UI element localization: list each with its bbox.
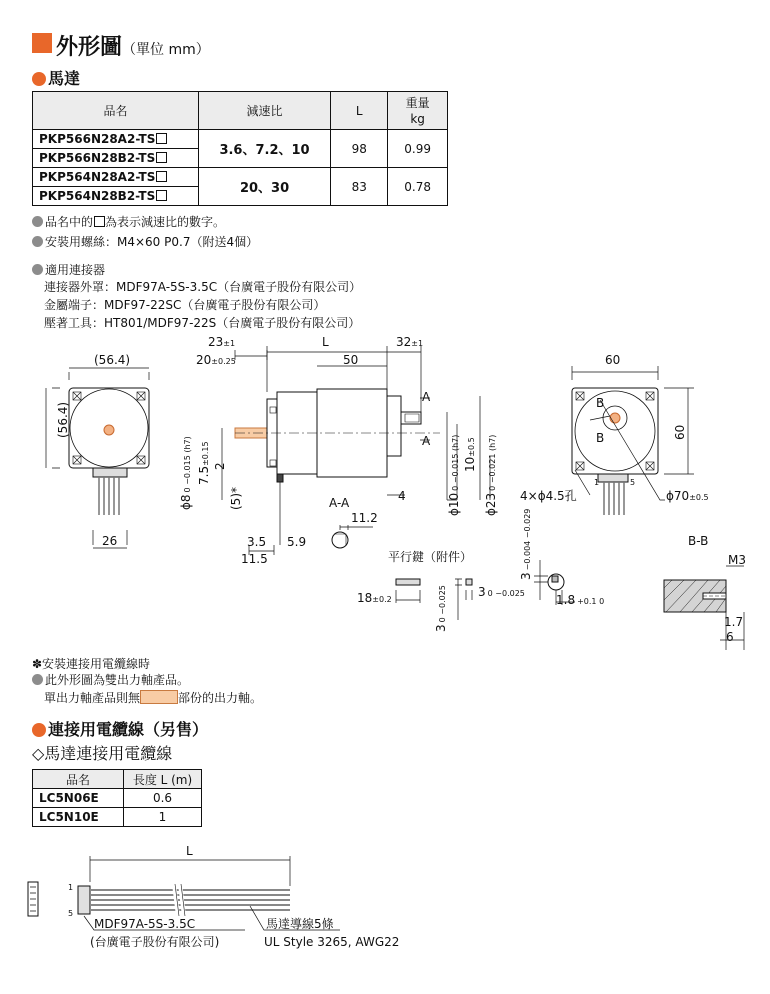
cable-pin-5: 5 bbox=[68, 909, 74, 918]
dim-2: 2 bbox=[213, 462, 227, 470]
note-screws: 安裝用螺絲：M4×60 P0.7（附送4個） bbox=[32, 233, 258, 250]
side-pin-1: 1 bbox=[594, 478, 600, 487]
section-b-b-label: B-B bbox=[688, 534, 709, 548]
cable-length-cell: 0.6 bbox=[124, 789, 202, 808]
table-row bbox=[33, 130, 448, 149]
note-model-box: 品名中的 為表示減速比的數字。 bbox=[32, 213, 225, 230]
gray-bullet-icon bbox=[32, 674, 43, 685]
page-title: 外形圖（單位 mm） bbox=[56, 35, 210, 60]
dim-key-3-a: 30 −0.025 bbox=[434, 585, 448, 632]
title-unit: （單位 mm） bbox=[122, 42, 210, 58]
motor-outline-drawing bbox=[0, 330, 770, 650]
L-cell: 83 bbox=[331, 168, 388, 206]
dim-1-7: 1.7 bbox=[724, 615, 744, 629]
gray-bullet-icon bbox=[32, 216, 43, 227]
front-view bbox=[46, 368, 149, 548]
cable-connector-maker: (台廣電子股份有限公司) bbox=[90, 935, 220, 949]
dim-50: 50 bbox=[343, 353, 359, 367]
th-L: L bbox=[331, 92, 388, 130]
cable-length-label: L bbox=[186, 844, 193, 858]
placeholder-box-icon bbox=[156, 133, 167, 144]
dim-L: L bbox=[322, 335, 329, 349]
placeholder-box-icon bbox=[94, 216, 105, 227]
dim-key-18: 18±0.2 bbox=[357, 591, 392, 605]
dim-front-bottom: 26 bbox=[102, 534, 118, 548]
placeholder-box-icon bbox=[156, 190, 167, 201]
weight-cell: 0.78 bbox=[388, 168, 448, 206]
dim-key-3-b: 3 0 −0.025 bbox=[478, 585, 525, 599]
dim-key-1-8: 1.8 +0.1 0 bbox=[556, 593, 605, 607]
th-product-name: 品名 bbox=[33, 92, 199, 130]
orange-bullet-icon bbox=[32, 72, 46, 86]
cable-drawing bbox=[0, 838, 420, 978]
section-mark-b-top: B bbox=[596, 396, 605, 410]
footnote-single-shaft: 單出力軸產品則無 部份的出力軸。 bbox=[44, 691, 263, 705]
section-a-a bbox=[332, 525, 373, 548]
dim-mounting-holes: 4×ϕ4.5孔 bbox=[520, 489, 577, 503]
dim-5-9: 5.9 bbox=[287, 535, 307, 549]
dim-10: 10±0.5 bbox=[463, 437, 477, 472]
table-row bbox=[33, 808, 202, 827]
section-mark-a-top: A bbox=[422, 390, 431, 404]
section-mark-a-bottom: A bbox=[422, 434, 431, 448]
dim-front-width: (56.4) bbox=[94, 353, 131, 367]
th-ratio: 減速比 bbox=[198, 92, 330, 130]
table-row bbox=[33, 168, 448, 187]
dim-phi8: ϕ80 −0.015 (h7) bbox=[179, 436, 193, 510]
cable-model-cell: LC5N10E bbox=[33, 808, 124, 827]
note-connector: 適用連接器 bbox=[32, 261, 105, 278]
dim-11-5: 11.5 bbox=[241, 552, 268, 566]
note-terminal: 金屬端子：MDF97-22SC（台廣電子股份有限公司） bbox=[44, 298, 326, 312]
placeholder-box-icon bbox=[156, 171, 167, 182]
dim-4: 4 bbox=[398, 489, 406, 503]
dim-32: 32±1 bbox=[396, 335, 424, 349]
gray-bullet-icon bbox=[32, 264, 43, 275]
dim-20: 20±0.25 bbox=[196, 353, 236, 367]
cable-wire-spec: UL Style 3265, AWG22 bbox=[264, 935, 400, 949]
cable-subheading: ◇馬達連接用電纜線 bbox=[32, 744, 173, 763]
cable-length-cell: 1 bbox=[124, 808, 202, 827]
motor-spec-table bbox=[32, 91, 448, 206]
weight-cell: 0.99 bbox=[388, 130, 448, 168]
cable-model-cell: LC5N06E bbox=[33, 789, 124, 808]
dim-23: 23±1 bbox=[208, 335, 236, 349]
model-cell: PKP564N28A2-TS bbox=[33, 168, 199, 187]
dim-5-star: (5)* bbox=[229, 487, 243, 510]
cable-section-heading: 連接用電纜線（另售） bbox=[32, 717, 208, 740]
cable-table bbox=[32, 769, 202, 827]
dim-11-2: 11.2 bbox=[351, 511, 378, 525]
th-cable-name: 品名 bbox=[33, 770, 124, 789]
dim-side-60-top: 60 bbox=[605, 353, 621, 367]
dim-m3: M3 bbox=[728, 553, 746, 567]
cable-wire-label: 馬達導線5條 bbox=[266, 917, 334, 931]
th-cable-length: 長度 L (m) bbox=[124, 770, 202, 789]
footnote-dual-shaft: 此外形圖為雙出力軸產品。 bbox=[32, 671, 189, 688]
dim-phi10: ϕ100 −0.015 (h7) bbox=[447, 434, 461, 516]
dim-3-5: 3.5 bbox=[247, 535, 267, 549]
dim-7-5: 7.5±0.15 bbox=[197, 441, 211, 485]
footnote-cable: ✽安裝連接用電纜線時 bbox=[32, 657, 151, 671]
model-cell: PKP564N28B2-TS bbox=[33, 187, 199, 206]
ratio-cell: 3.6、7.2、10 bbox=[198, 130, 330, 168]
dim-key-3-c: 3−0.004 −0.029 bbox=[519, 508, 533, 580]
placeholder-box-icon bbox=[156, 152, 167, 163]
note-housing: 連接器外罩：MDF97A-5S-3.5C（台廣電子股份有限公司） bbox=[44, 280, 362, 294]
title-accent-square bbox=[32, 33, 52, 53]
section-mark-b-bottom: B bbox=[596, 431, 605, 445]
orange-bullet-icon bbox=[32, 723, 46, 737]
section-a-a-label: A-A bbox=[329, 496, 350, 510]
model-cell: PKP566N28B2-TS bbox=[33, 149, 199, 168]
cable-pin-1: 1 bbox=[68, 883, 74, 892]
th-weight: 重量 kg bbox=[388, 92, 448, 130]
dim-front-height: (56.4) bbox=[56, 401, 70, 438]
shaft-color-swatch bbox=[140, 690, 178, 704]
note-tool: 壓著工具：HT801/MDF97-22S（台廣電子股份有限公司） bbox=[44, 316, 361, 330]
gray-bullet-icon bbox=[32, 236, 43, 247]
table-row bbox=[33, 789, 202, 808]
dim-side-60-right: 60 bbox=[673, 424, 687, 440]
motor-section-heading: 馬達 bbox=[32, 66, 80, 89]
dim-phi23: ϕ230 −0.021 (h7) bbox=[484, 434, 498, 516]
model-cell: PKP566N28A2-TS bbox=[33, 130, 199, 149]
key-label: 平行鍵（附件） bbox=[388, 550, 473, 564]
L-cell: 98 bbox=[331, 130, 388, 168]
dim-6: 6 bbox=[726, 630, 734, 644]
dim-phi70: ϕ70±0.5 bbox=[666, 489, 709, 503]
ratio-cell: 20、30 bbox=[198, 168, 330, 206]
cable-connector-model: MDF97A-5S-3.5C bbox=[94, 917, 196, 931]
side-pin-5: 5 bbox=[630, 478, 636, 487]
